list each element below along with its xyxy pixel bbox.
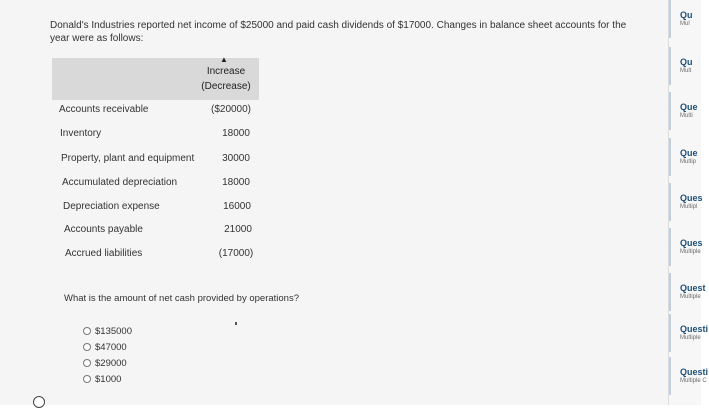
nav-question-2[interactable] <box>669 47 709 85</box>
table-header <box>52 58 259 100</box>
nav-question-7[interactable] <box>669 273 709 311</box>
option-label: $135000 <box>95 325 132 337</box>
nav-question-type: Multiple <box>680 335 701 341</box>
nav-question-type: Multipl <box>680 204 698 210</box>
nav-question-type: Multi <box>680 113 693 119</box>
nav-question-title: Ques <box>680 238 703 248</box>
refresh-icon[interactable] <box>33 396 45 408</box>
row-value-inventory: 18000 <box>222 128 250 139</box>
answer-option-3[interactable] <box>83 357 127 369</box>
nav-question-type: Multiple <box>680 294 701 300</box>
option-label: $29000 <box>95 357 127 369</box>
row-label-inventory: Inventory <box>60 128 102 139</box>
nav-question-type: Mul <box>680 21 690 27</box>
nav-question-type: Multiple <box>680 249 701 255</box>
nav-question-title: Que <box>680 102 698 112</box>
row-label-accounts-receivable: Accounts receivable <box>59 104 149 115</box>
row-label-depreciation-expense: Depreciation expense <box>63 201 160 212</box>
row-label-accumulated-depreciation: Accumulated depreciation <box>62 177 178 188</box>
row-value-depreciation-expense: 16000 <box>223 201 251 212</box>
nav-question-4[interactable] <box>669 138 709 176</box>
nav-question-9[interactable] <box>669 357 709 395</box>
option-label: $1000 <box>95 373 122 385</box>
nav-question-title: Que <box>680 148 698 158</box>
nav-question-8[interactable] <box>669 314 709 352</box>
row-value-accounts-payable: 21000 <box>224 224 252 235</box>
row-label-ppe: Property, plant and equipment <box>61 153 195 164</box>
nav-question-title: Ques <box>680 193 703 203</box>
nav-question-3[interactable] <box>669 92 709 130</box>
row-value-ppe: 30000 <box>222 153 250 164</box>
radio-button[interactable] <box>83 343 91 351</box>
nav-question-type: Multiple C <box>680 378 707 384</box>
radio-button[interactable] <box>83 359 91 367</box>
nav-question-type: Multip <box>680 159 697 165</box>
question-prompt: What is the amount of net cash provided by operations? <box>64 293 299 304</box>
nav-question-type: Mult <box>680 68 692 74</box>
option-label: $47000 <box>95 341 127 353</box>
answer-option-2[interactable] <box>83 341 127 353</box>
answer-option-4[interactable] <box>83 373 121 385</box>
header-decrease: (Decrease) <box>201 81 251 92</box>
radio-button[interactable] <box>83 327 91 335</box>
nav-question-5[interactable] <box>669 183 709 221</box>
nav-question-1[interactable] <box>669 0 709 38</box>
nav-question-6[interactable] <box>669 228 709 266</box>
header-increase: Increase <box>206 66 246 77</box>
nav-question-title: Quest <box>680 283 706 293</box>
question-navigator <box>668 0 709 405</box>
answer-option-1[interactable] <box>83 325 132 337</box>
nav-question-title: Qu <box>680 10 693 20</box>
row-value-accounts-receivable: ($20000) <box>210 104 252 115</box>
question-intro: Donald's Industries reported net income of $25000 and paid cash dividends of $17000. Changes in balance sheet accounts for the year were as follows: <box>50 20 627 44</box>
nav-question-title: Qu <box>680 57 693 67</box>
row-value-accrued-liabilities: (17000) <box>218 248 254 259</box>
row-value-accumulated-depreciation: 18000 <box>222 177 250 188</box>
radio-button[interactable] <box>83 375 91 383</box>
row-label-accounts-payable: Accounts payable <box>64 224 143 235</box>
nav-question-title: Questi <box>680 367 709 377</box>
row-label-accrued-liabilities: Accrued liabilities <box>65 248 143 259</box>
nav-question-title: Questi <box>680 324 709 334</box>
cursor-mark <box>235 322 237 325</box>
sort-arrow-icon: ▲ <box>220 55 228 64</box>
